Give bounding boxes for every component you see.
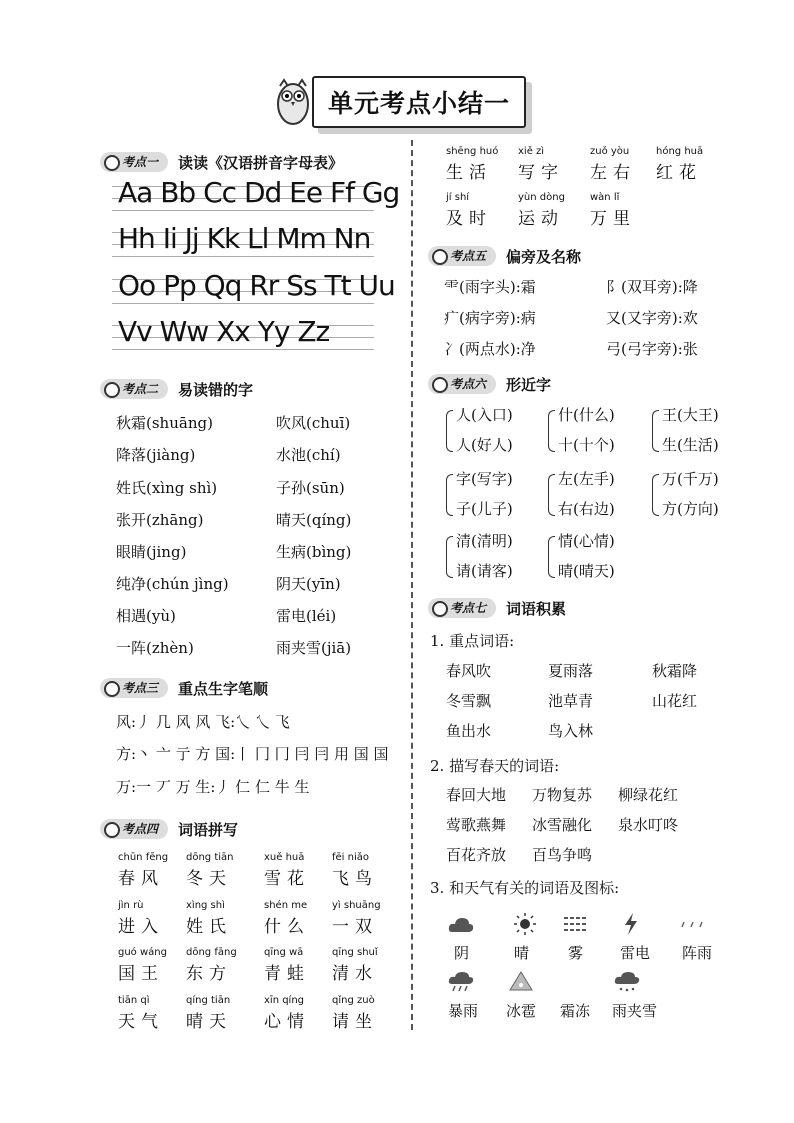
radical-item: 阝(双耳旁):降 (606, 278, 698, 296)
radical-item: 冫(两点水):净 (444, 340, 536, 358)
word-hanzi: 红花 (656, 163, 702, 183)
similar-char-item: 人(好人) (456, 436, 513, 454)
section-title: 词语积累 (506, 599, 567, 618)
pinyin-label: xìng shì (186, 900, 225, 911)
word-hanzi: 东方 (186, 964, 232, 984)
section-6-header (428, 372, 551, 396)
stroke-order-line: 方:丶 亠 亍 方 国:丨 冂 冂 冃 冃 用 国 国 (116, 745, 389, 763)
reading-item: 秋霜(shuāng) (116, 414, 213, 432)
reading-item: 雷电(léi) (276, 607, 337, 625)
section-title: 偏旁及名称 (506, 247, 582, 266)
weather-label: 晴 (514, 944, 530, 962)
section-1-header (100, 150, 343, 174)
subheading: 1. 重点词语: (430, 632, 515, 650)
section-4-header (100, 817, 238, 841)
section-title: 易读错的字 (178, 380, 254, 399)
section-7-header (428, 596, 566, 620)
section-title: 重点生字笔顺 (178, 679, 269, 698)
similar-char-item: 万(千万) (662, 470, 719, 488)
reading-item: 一阵(zhèn) (116, 639, 194, 657)
section-5-header (428, 244, 581, 268)
similar-char-item: 字(写字) (456, 470, 513, 488)
sun-icon (510, 912, 540, 936)
spring-word: 百鸟争鸣 (532, 846, 593, 864)
pinyin-label: chūn fēng (118, 852, 169, 863)
brace-bracket (446, 474, 453, 516)
section-title: 形近字 (506, 375, 552, 394)
key-word: 秋霜降 (652, 662, 698, 680)
reading-item: 张开(zhāng) (116, 511, 204, 529)
weather-label: 冰雹 (506, 1002, 537, 1020)
radical-item: ⻗(雨字头):霜 (444, 278, 536, 296)
similar-char-item: 右(右边) (558, 500, 615, 518)
weather-label: 雨夹雪 (612, 1002, 658, 1020)
column-divider (411, 140, 413, 1030)
sleet-icon (612, 970, 642, 994)
pinyin-label: shēng huó (446, 146, 499, 157)
spring-word: 莺歌燕舞 (446, 816, 507, 834)
section-badge: 考点二 (100, 379, 168, 399)
key-word: 池草青 (548, 692, 594, 710)
key-word: 夏雨落 (548, 662, 594, 680)
spring-word: 万物复苏 (532, 786, 593, 804)
radical-item: 弓(弓字旁):张 (606, 340, 698, 358)
key-word: 鱼出水 (446, 722, 492, 740)
pinyin-label: jìn rù (118, 900, 144, 911)
weather-label: 雾 (568, 944, 584, 962)
reading-item: 相遇(yù) (116, 607, 176, 625)
word-hanzi: 左右 (590, 163, 636, 183)
word-hanzi: 什么 (264, 917, 310, 937)
word-hanzi: 一双 (332, 917, 378, 937)
pinyin-label: zuǒ yòu (590, 146, 630, 157)
reading-item: 降落(jiàng) (116, 446, 196, 464)
alphabet-row: Vv Ww Xx Yy Zz (118, 315, 330, 348)
cloud-icon (446, 912, 476, 936)
similar-char-item: 什(什么) (558, 406, 615, 424)
similar-char-item: 子(儿子) (456, 500, 513, 518)
alphabet-row: Oo Pp Qq Rr Ss Tt Uu (118, 269, 395, 302)
alphabet-row: Aa Bb Cc Dd Ee Ff Gg (118, 176, 400, 209)
frost-icon (560, 970, 590, 994)
pinyin-label: xuě huā (264, 852, 305, 863)
similar-char-item: 情(心情) (558, 532, 615, 550)
pinyin-label: shén me (264, 900, 308, 911)
word-hanzi: 天气 (118, 1012, 164, 1032)
section-badge: 考点七 (428, 598, 496, 618)
section-badge: 考点四 (100, 819, 168, 839)
key-word: 鸟入林 (548, 722, 594, 740)
similar-char-item: 生(生活) (662, 436, 719, 454)
similar-char-item: 清(清明) (456, 532, 513, 550)
word-hanzi: 青蛙 (264, 964, 310, 984)
spring-word: 百花齐放 (446, 846, 507, 864)
lightning-icon (616, 912, 646, 936)
subheading: 2. 描写春天的词语: (430, 757, 560, 775)
weather-label: 雷电 (620, 944, 651, 962)
key-word: 冬雪飘 (446, 692, 492, 710)
reading-item: 纯净(chún jìng) (116, 575, 229, 593)
similar-char-item: 十(十个) (558, 436, 615, 454)
brace-bracket (548, 474, 555, 516)
section-badge: 考点六 (428, 374, 496, 394)
spring-word: 春回大地 (446, 786, 507, 804)
weather-label: 阵雨 (682, 944, 713, 962)
page-title: 单元考点小结一 (312, 76, 526, 128)
hail-icon (506, 970, 536, 994)
radical-item: 又(又字旁):欢 (606, 309, 698, 327)
stroke-order-line: 万:一 丆 万 生:丿 仁 仁 牛 生 (116, 778, 310, 796)
reading-item: 子孙(sūn) (276, 479, 345, 497)
key-word: 山花红 (652, 692, 698, 710)
shower-icon (678, 912, 708, 936)
word-hanzi: 飞鸟 (332, 869, 378, 889)
spring-word: 冰雪融化 (532, 816, 593, 834)
word-hanzi: 姓氏 (186, 917, 232, 937)
weather-label: 阴 (454, 944, 470, 962)
alphabet-row: Hh Ii Jj Kk Ll Mm Nn (118, 222, 371, 255)
fog-icon (560, 912, 590, 936)
pinyin-label: xiě zì (518, 146, 545, 157)
alphabet-table (112, 176, 400, 350)
word-hanzi: 运动 (518, 209, 564, 229)
word-hanzi: 万里 (590, 209, 636, 229)
word-hanzi: 晴天 (186, 1012, 232, 1032)
pinyin-label: wàn lǐ (590, 192, 620, 203)
section-title: 读读《汉语拼音字母表》 (178, 153, 344, 172)
word-hanzi: 请坐 (332, 1012, 378, 1032)
pinyin-label: hóng huā (656, 146, 704, 157)
reading-item: 晴天(qíng) (276, 511, 352, 529)
similar-char-item: 王(大王) (662, 406, 719, 424)
word-hanzi: 国王 (118, 964, 164, 984)
pinyin-label: qíng tiān (186, 995, 231, 1006)
subheading: 3. 和天气有关的词语及图标: (430, 879, 620, 897)
pinyin-label: dōng tiān (186, 852, 234, 863)
pinyin-label: qǐng zuò (332, 995, 375, 1006)
stroke-order-line: 风:丿 几 风 风 飞:乀 乀 飞 (116, 713, 290, 731)
word-hanzi: 生活 (446, 163, 492, 183)
weather-label: 暴雨 (448, 1002, 479, 1020)
brace-bracket (548, 410, 555, 452)
word-hanzi: 进入 (118, 917, 164, 937)
similar-char-item: 请(请客) (456, 562, 513, 580)
word-hanzi: 雪花 (264, 869, 310, 889)
word-hanzi: 冬天 (186, 869, 232, 889)
section-badge: 考点一 (100, 152, 168, 172)
pinyin-label: qīng wā (264, 947, 304, 958)
pinyin-label: jí shí (446, 192, 470, 203)
reading-item: 生病(bìng) (276, 543, 352, 561)
brace-bracket (446, 536, 453, 578)
section-title: 词语拼写 (178, 820, 239, 839)
reading-item: 吹风(chuī) (276, 414, 351, 432)
word-hanzi: 及时 (446, 209, 492, 229)
section-2-header (100, 377, 253, 401)
brace-bracket (446, 410, 453, 452)
spring-word: 泉水叮咚 (618, 816, 679, 834)
similar-char-item: 方(方向) (662, 500, 719, 518)
radical-item: 疒(病字旁):病 (444, 309, 536, 327)
pinyin-label: guó wáng (118, 947, 167, 958)
section-badge: 考点三 (100, 678, 168, 698)
section-badge: 考点五 (428, 246, 496, 266)
reading-item: 水池(chí) (276, 446, 341, 464)
key-word: 春风吹 (446, 662, 492, 680)
word-hanzi: 写字 (518, 163, 564, 183)
pinyin-label: qīng shuǐ (332, 947, 378, 958)
brace-bracket (652, 410, 659, 452)
word-hanzi: 春风 (118, 869, 164, 889)
pinyin-label: yùn dòng (518, 192, 565, 203)
spring-word: 柳绿花红 (618, 786, 679, 804)
owl-icon (272, 72, 314, 128)
reading-item: 眼睛(jing) (116, 543, 187, 561)
similar-char-item: 人(入口) (456, 406, 513, 424)
word-hanzi: 清水 (332, 964, 378, 984)
reading-item: 姓氏(xìng shì) (116, 479, 218, 497)
word-hanzi: 心情 (264, 1012, 310, 1032)
pinyin-label: yì shuāng (332, 900, 381, 911)
heavy-rain-icon (446, 970, 476, 994)
similar-char-item: 左(左手) (558, 470, 615, 488)
reading-item: 雨夹雪(jiā) (276, 639, 352, 657)
pinyin-label: xīn qíng (264, 995, 305, 1006)
similar-char-item: 晴(晴天) (558, 562, 615, 580)
brace-bracket (652, 474, 659, 516)
pinyin-label: tiān qì (118, 995, 150, 1006)
pinyin-label: fēi niǎo (332, 852, 369, 863)
reading-item: 阴天(yīn) (276, 575, 341, 593)
pinyin-label: dōng fāng (186, 947, 237, 958)
section-3-header (100, 676, 268, 700)
brace-bracket (548, 536, 555, 578)
weather-label: 霜冻 (560, 1002, 591, 1020)
